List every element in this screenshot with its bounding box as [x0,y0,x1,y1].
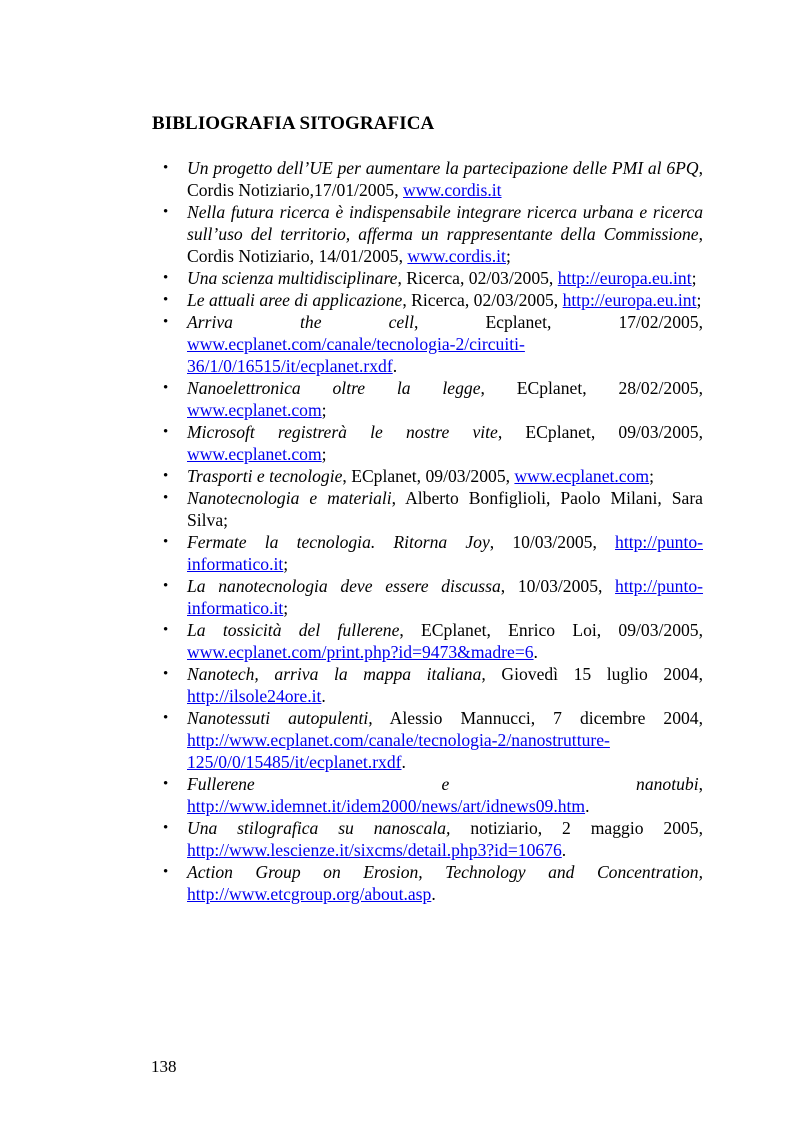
bullet-icon: • [163,820,169,836]
entry-title: Una scienza multidisciplinare [187,268,398,288]
entry-details: notiziario, 2 maggio 2005, [450,818,703,838]
entry-link[interactable]: http://europa.eu.int [562,290,697,310]
entry-details: , ECplanet, 09/03/2005, [497,422,703,442]
bullet-icon: • [163,204,169,220]
entry-link[interactable]: http://ilsole24ore.it [187,686,322,706]
list-item [163,311,703,377]
entry-link[interactable]: www.ecplanet.com [187,444,322,464]
entry-link[interactable]: http://www.idemnet.it/idem2000/news/art/idnews09.htm [187,796,586,816]
entry-end: ; [283,554,289,574]
entry-end: . [561,840,567,860]
entry-title: Fullerene e nanotubi [187,774,699,794]
entry-end: . [585,796,590,816]
bullet-icon: • [163,666,169,682]
entry-link[interactable]: http://punto-informatico.it [187,532,703,574]
entry-title: Nanoelettronica oltre la legge [187,378,481,398]
entry-details: , Ricerca, 02/03/2005, [402,290,563,310]
entry-details: , [698,774,703,794]
entry-title: La nanotecnologia deve essere discussa [187,576,501,596]
bullet-icon: • [163,292,169,308]
entry-details: , Ecplanet, 17/02/2005, [413,312,703,332]
entry-title: Microsoft registrerà le nostre vite [187,422,498,442]
entry-link[interactable]: http://www.ecplanet.com/canale/tecnologia-2/nanostrutture-125/0/0/15485/it/ecplanet.rxdf [187,730,610,772]
entry-end: ; [505,246,511,266]
list-item [163,267,703,289]
entry-details: , ECplanet, Enrico Loi, 09/03/2005, [399,620,703,640]
bullet-icon: • [163,710,169,726]
entry-link[interactable]: http://punto-informatico.it [187,576,704,618]
bullet-icon: • [163,776,169,792]
entry-link[interactable]: http://www.etcgroup.org/about.asp [187,884,432,904]
list-item [163,861,703,905]
list-item [163,619,703,663]
bullet-icon: • [163,160,169,176]
bullet-icon: • [163,314,169,330]
list-item [163,707,704,773]
bullet-icon: • [163,490,169,506]
entry-end: ; [321,444,327,464]
entry-end: ; [283,598,289,618]
entry-title: Nella futura ricerca è indispensabile integrare ricerca urbana e ricerca sull’uso del territorio, afferma un rappresentante della Commissione [187,202,703,244]
entry-end: . [401,752,406,772]
entry-title: Fermate la tecnologia. Ritorna Joy [187,532,490,552]
entry-details: Alessio Mannucci, 7 dicembre 2004, [372,708,704,728]
entry-end: ; [321,400,327,420]
bullet-icon: • [163,622,169,638]
entry-link[interactable]: http://europa.eu.int [557,268,692,288]
bullet-icon: • [163,380,169,396]
entry-details: , ECplanet, 28/02/2005, [480,378,703,398]
entry-title: Un progetto dell’UE per aumentare la partecipazione delle PMI al 6PQ [187,158,699,178]
entry-details: , Alberto Bonfiglioli, Paolo Milani, Sara Silva; [187,488,703,530]
entry-title: La tossicità del fullerene [187,620,400,640]
entry-title: Una stilografica su nanoscala, [187,818,451,838]
entry-end: . [431,884,436,904]
list-item [163,289,703,311]
bullet-icon: • [163,270,169,286]
entry-details: , Ricerca, 02/03/2005, [397,268,558,288]
list-item [163,465,703,487]
entry-link[interactable]: www.cordis.it [407,246,506,266]
list-item [163,157,703,201]
entry-title: Arriva the cell [187,312,414,332]
bullet-icon: • [163,864,169,880]
entry-details: , ECplanet, 09/03/2005, [342,466,515,486]
entry-link[interactable]: www.ecplanet.com/print.php?id=9473&madre=6 [187,642,534,662]
bullet-icon: • [163,534,169,550]
list-item [163,201,703,267]
entry-end: . [321,686,326,706]
page-number: 138 [151,1057,177,1076]
entry-details: , 10/03/2005, [489,532,616,552]
entry-link[interactable]: http://www.lescienze.it/sixcms/detail.php3?id=10676 [187,840,562,860]
entry-end: ; [691,268,697,288]
entry-title: Le attuali aree di applicazione [187,290,403,310]
list-item [163,663,704,707]
page-title: BIBLIOGRAFIA SITOGRAFICA [152,113,435,134]
list-item [163,773,703,817]
bullet-icon: • [163,424,169,440]
entry-end: . [533,642,538,662]
entry-title: Nanotech, arriva la mappa italiana, [187,664,486,684]
list-item [163,421,703,465]
entry-title: Action Group on Erosion, Technology and Concentration, [187,862,703,882]
entry-details: , Cordis Notiziario, 14/01/2005, [187,224,703,266]
list-item [163,531,703,575]
entry-link[interactable]: www.ecplanet.com [514,466,650,486]
entry-title: Trasporti e tecnologie [187,466,343,486]
list-item [163,817,703,861]
list-item [163,377,703,421]
entry-details: Giovedì 15 luglio 2004, [485,664,704,684]
bibliography-list [163,157,704,905]
bullet-icon: • [163,578,169,594]
entry-end: ; [649,466,654,486]
entry-details: , 10/03/2005, [500,576,616,596]
entry-title: Nanotessuti autopulenti, [187,708,373,728]
entry-title: Nanotecnologia e materiali [187,488,392,508]
entry-details: , Cordis Notiziario,17/01/2005, [187,158,703,200]
bullet-icon: • [163,468,169,484]
entry-end: . [392,356,398,376]
list-item [163,487,703,531]
entry-link[interactable]: www.cordis.it [403,180,502,200]
list-item [163,575,704,619]
entry-link[interactable]: www.ecplanet.com [187,400,322,420]
entry-link[interactable]: www.ecplanet.com/canale/tecnologia-2/circuiti-36/1/0/16515/it/ecplanet.rxdf [187,334,525,376]
entry-end: ; [696,290,702,310]
